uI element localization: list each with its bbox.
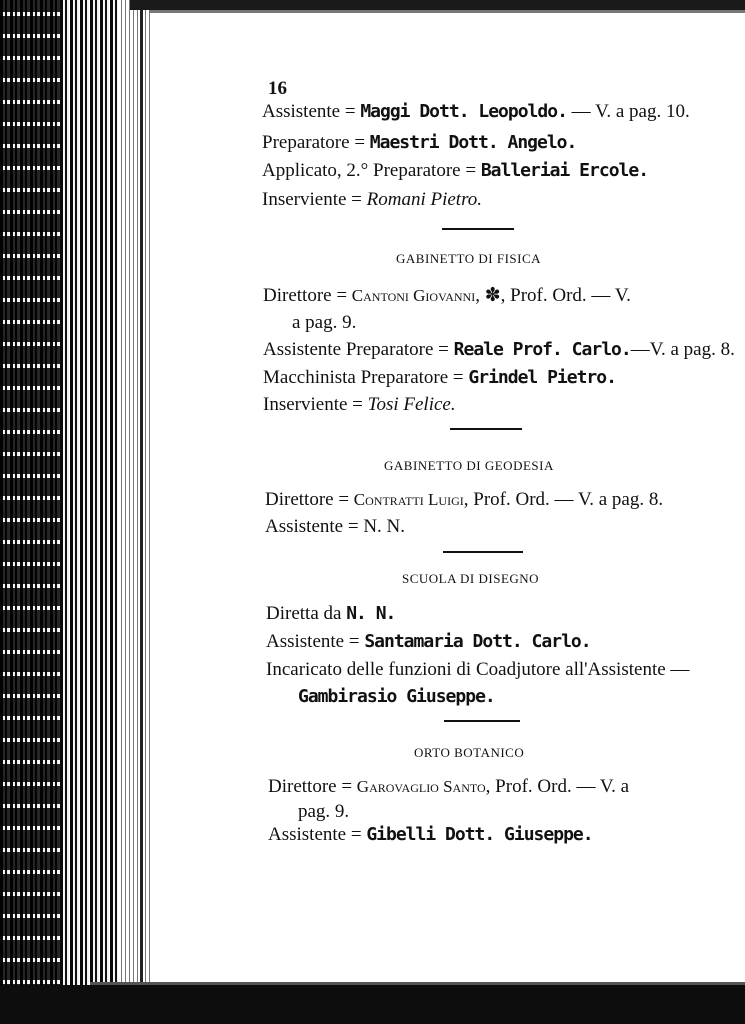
entry-geodesia-assistente: Assistente = N. N. <box>265 516 406 537</box>
top-edge <box>130 0 745 10</box>
section-divider <box>450 428 522 430</box>
page-number: 16 <box>268 78 287 99</box>
top-edge-line <box>150 10 745 13</box>
section-divider <box>442 228 514 230</box>
entry-botanico-direttore-cont: pag. 9. <box>298 801 350 822</box>
entry-botanico-direttore: Direttore = Garovaglio Santo, Prof. Ord. — V. a <box>268 776 630 797</box>
entry-disegno-incaricato-name: Gambirasio Giuseppe. <box>298 686 495 707</box>
entry-fisica-assistente: Assistente Preparatore = Reale Prof. Carlo.—V. a pag. 8. <box>263 339 735 360</box>
heading-fisica: GABINETTO DI FISICA <box>396 251 542 266</box>
entry-disegno-assistente: Assistente = Santamaria Dott. Carlo. <box>266 631 591 652</box>
heading-disegno: SCUOLA DI DISEGNO <box>402 571 540 586</box>
entry-geodesia-direttore: Direttore = Contratti Luigi, Prof. Ord. — V. a pag. 8. <box>265 489 664 510</box>
entry-disegno-incaricato: Incaricato delle funzioni di Coadjutore all'Assistente — <box>266 659 690 680</box>
heading-geodesia: GABINETTO DI GEODESIA <box>384 458 554 473</box>
entry-inserviente: Inserviente = Romani Pietro. <box>262 189 483 210</box>
heading-botanico: ORTO BOTANICO <box>414 745 525 760</box>
page-edges <box>118 0 150 1024</box>
entry-fisica-direttore: Direttore = Cantoni Giovanni, ✽, Prof. Ord. — V. <box>263 285 631 306</box>
entry-disegno-diretta: Diretta da N. N. <box>266 603 396 624</box>
entry-botanico-assistente: Assistente = Gibelli Dott. Giuseppe. <box>268 824 593 845</box>
entry-applicato: Applicato, 2.° Preparatore = Balleriai Ercole. <box>262 160 649 181</box>
entry-fisica-macchinista: Macchinista Preparatore = Grindel Pietro. <box>263 367 616 388</box>
entry-preparatore: Preparatore = Maestri Dott. Angelo. <box>262 132 577 153</box>
entry-fisica-inserviente: Inserviente = Tosi Felice. <box>263 394 456 415</box>
spine-shadow <box>0 0 60 1024</box>
section-divider <box>444 720 520 722</box>
entry-assistente: Assistente = Maggi Dott. Leopoldo. — V. a pag. 10. <box>262 101 690 122</box>
bottom-edge <box>0 985 745 1024</box>
section-divider <box>443 551 523 553</box>
entry-fisica-direttore-cont: a pag. 9. <box>292 312 357 333</box>
page-edge-line <box>140 10 143 995</box>
